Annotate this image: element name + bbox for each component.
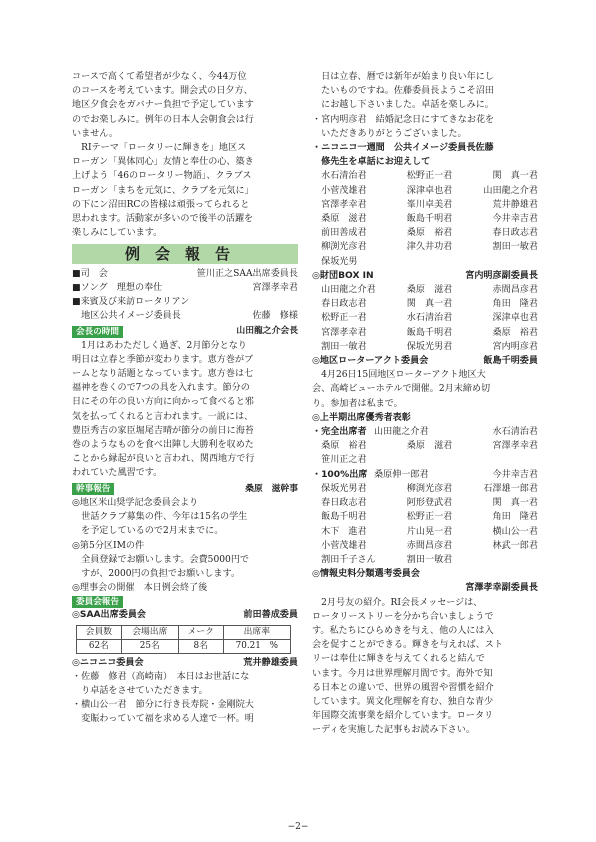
name-cell: 桑原 滋君 xyxy=(406,285,453,296)
name-cell: 柳渕光彦君 xyxy=(321,242,367,253)
report-item-head: ◎地区米山奨学記念委員会より xyxy=(72,497,199,508)
text-line: ・佐藤 修君（高崎南） 本日はお世話にな xyxy=(72,671,250,682)
perfect-names xyxy=(312,439,538,467)
text-line: RIテーマ「ロータリーに輝きを」地区ス xyxy=(81,143,247,154)
name-cell: 飯島千明君 xyxy=(406,327,453,338)
committee-tag: 委員会報告 xyxy=(72,596,123,608)
table-header-row xyxy=(77,625,291,639)
table-header-cell: 会場出席 xyxy=(121,625,178,639)
name-cell: 石澤雄一郎君 xyxy=(483,483,538,494)
text-line: われていた風習です。 xyxy=(72,468,163,479)
saa-name: 前田善成委員 xyxy=(243,610,298,621)
name-cell: 宮澤孝幸君 xyxy=(492,441,538,452)
name-cell: 峯川卓美君 xyxy=(406,199,453,210)
perfect-attendance xyxy=(312,425,538,439)
text-line: ーディを実施した記事もお読み下さい。 xyxy=(312,725,475,736)
text-line: ・横山公一君 節分に行き長寿院・金剛院大 xyxy=(72,700,254,711)
niko-week-header xyxy=(312,141,538,169)
text-line: ことから縁起が良いと言われ、関西地方で行 xyxy=(72,454,255,465)
text-line: 年国際交流事業を紹介しています。ロータリ xyxy=(312,711,494,722)
name-cell: 関 真一君 xyxy=(492,171,538,182)
info-committee-title: ◎情報史料分類選考委員会 xyxy=(312,569,420,580)
text-line: すが、2000円の負担でお願いします。 xyxy=(81,568,240,579)
text-line: のでお楽しみに。例年の日本人会朝食会は行 xyxy=(72,114,254,125)
niko-week-names xyxy=(312,169,538,268)
meta-row xyxy=(72,295,298,309)
text-line: す。私たちにひらめきを与え、他の人には入 xyxy=(312,625,494,636)
hundred-names xyxy=(312,482,538,567)
name-cell: 小菅茂雄君 xyxy=(321,185,367,196)
name-cell xyxy=(393,453,465,467)
info-committee-name: 宮澤孝幸副委員長 xyxy=(465,583,538,594)
table-cell: 70.21 % xyxy=(223,639,290,653)
name-cell: 桑原 裕君 xyxy=(406,228,453,239)
niko-continued xyxy=(312,70,538,141)
name-cell: 割田一敏君 xyxy=(321,341,367,352)
name-cell: 角田 隆君 xyxy=(492,299,538,310)
saa-title: ◎SAA出席委員会 xyxy=(72,610,147,621)
text-line: 世話クラブ募集の件、今年は15名の学生 xyxy=(81,512,248,523)
committee-section-header xyxy=(72,596,298,608)
text-line: 楽しみにしています。 xyxy=(72,228,163,239)
text-line: 気を払ってくれると言われます。一説には、 xyxy=(72,411,254,422)
text-line: リーは奉仕に輝きを与えてくれると結んで xyxy=(312,654,485,665)
president-message xyxy=(72,339,298,481)
meeting-meta xyxy=(72,267,298,324)
theme-paragraph xyxy=(72,141,298,240)
meta-label: ■司 会 xyxy=(72,268,108,279)
info-text xyxy=(312,596,538,738)
name-cell: 赤間昌彦君 xyxy=(406,540,453,551)
box-title: ◎財団BOX IN xyxy=(312,270,374,281)
text-line: います。今月は世界理解月間です。海外で知 xyxy=(312,668,493,679)
table-header-cell: 出席率 xyxy=(223,625,290,639)
table-header-cell: メーク xyxy=(178,625,223,639)
president-tag: 会長の時間 xyxy=(72,326,123,338)
text-line: 全員登録でお願いします。会費5000円で xyxy=(81,554,250,565)
text-line: ローガン「異体同心」友情と奉仕の心、築き xyxy=(72,157,254,168)
name-cell: 割田一敏君 xyxy=(492,242,538,253)
name-cell: 横山公一君 xyxy=(492,526,538,537)
niko-title: ◎ニコニコ委員会 xyxy=(72,657,144,668)
text-line: 日にその年の良い方向に向かって食べると邪 xyxy=(72,397,254,408)
president-name: 山田龍之介会長 xyxy=(236,326,298,337)
table-cell: 8名 xyxy=(178,639,223,653)
meeting-report-banner: 例会報告 xyxy=(72,244,298,263)
text-line: 4月26日15回地区ローターアクト地区大 xyxy=(321,370,486,381)
text-line: 日は立春、暦では新年が始まり良い年にし xyxy=(321,72,494,82)
meta-row xyxy=(72,281,298,295)
name-cell: 水石清治君 xyxy=(492,427,538,438)
box-name: 宮内明彦副委員長 xyxy=(465,270,538,281)
name-cell: 桑原 裕君 xyxy=(321,441,367,452)
meta-value: 笹川正之SAA出席委員長 xyxy=(196,268,298,279)
name-cell: 角田 隆君 xyxy=(492,512,538,523)
name-cell: 深津卓也君 xyxy=(492,313,538,324)
text-line: たいものですね。佐藤委員長ようこそ沼田 xyxy=(321,86,494,97)
text-line: 巻のようなものを食べ出陣し大勝利を収めた xyxy=(72,440,254,451)
table-header-cell: 会員数 xyxy=(77,625,122,639)
name-cell: 桑原 滋君 xyxy=(321,214,367,225)
text-line: を予定しているので2月末までに。 xyxy=(81,526,224,537)
text-line: 豊臣秀吉の家臣堀尾吉晴が節分の前日に海苔 xyxy=(72,425,254,436)
text-line: のコースを考えています。開会式の日夕方、 xyxy=(72,86,253,97)
name-cell: 津久井功君 xyxy=(406,242,453,253)
name-cell: 割田一敏君 xyxy=(406,554,453,565)
page-number: −2− xyxy=(287,822,309,832)
text-line: 上げよう「46のロータリー物語」、クラブス xyxy=(72,171,252,182)
name-cell: 片山晃一君 xyxy=(406,526,453,537)
name-cell: 宮澤孝幸君 xyxy=(321,199,367,210)
text-line: にお越し下さいました。卓話を楽しみに。 xyxy=(321,100,494,111)
name-cell: 前田善成君 xyxy=(321,228,367,239)
text-line: 1月はあわただしく過ぎ、2月節分となり xyxy=(81,340,247,351)
name-cell: 保坂光男君 xyxy=(406,341,453,352)
meta-label: 地区公共イメージ委員長 xyxy=(72,311,181,322)
meta-value: 佐藤 修様 xyxy=(252,311,298,322)
text-line: 2月号友の紹介。RI会長メッセージは、 xyxy=(321,597,483,608)
text-line: コースで高くて希望者が少なく、今44万位 xyxy=(72,72,247,82)
name-cell: 宮内明彦君 xyxy=(492,341,538,352)
name-cell: 荒井静雄君 xyxy=(492,199,538,210)
niko-week-title: ・ニコニコ一週間 公共イメージ委員長佐藤 xyxy=(312,143,494,154)
name-cell: 小菅茂雄君 xyxy=(321,540,367,551)
text-line: ロータリーストリーを分かち合いましょうで xyxy=(312,611,494,622)
text-line: いただきありがとうございました。 xyxy=(312,128,467,139)
name-cell: 木下 進君 xyxy=(321,526,367,537)
name-cell: 阿形登武君 xyxy=(406,498,453,509)
text-line: り卓話をさせていただきます。 xyxy=(72,685,208,696)
rotaract-name: 飯島千明委員 xyxy=(483,356,538,367)
secretary-name: 桑原 滋幹事 xyxy=(245,483,298,494)
name-cell: 割田千子さん xyxy=(321,554,376,565)
name-cell: 柳渕光彦君 xyxy=(406,483,453,494)
right-column xyxy=(312,70,538,738)
rotaract-text xyxy=(312,368,538,411)
name-cell: 春日政志君 xyxy=(321,498,367,509)
president-section-header xyxy=(72,324,298,338)
left-column xyxy=(72,70,298,727)
text-line: 地区夕食会をガバナー負担で予定しています xyxy=(72,100,254,111)
box-header xyxy=(312,269,538,283)
hundred-label: ・100%出席 xyxy=(312,469,368,480)
name-cell: 水石清治君 xyxy=(406,313,453,324)
name-cell: 松野正一君 xyxy=(406,512,453,523)
text-line: いません。 xyxy=(72,128,119,139)
text-line: ームとなり話題となっています。恵方巻は七 xyxy=(72,369,254,380)
name-cell: 関 真一君 xyxy=(492,498,538,509)
secretary-report xyxy=(72,496,298,595)
meta-label: ■ソング 理想の奉仕 xyxy=(72,282,163,293)
name-cell: 桑原 滋君 xyxy=(406,441,453,452)
box-names xyxy=(312,283,538,354)
name-cell: 山田龍之介君 xyxy=(321,285,376,296)
text-line: 変賑わっていて福を求める人達で一杯。明 xyxy=(72,714,254,725)
name-cell: 深津卓也君 xyxy=(406,185,453,196)
secretary-section-header xyxy=(72,482,298,496)
text-line: 明日は立春と季節が変わります。恵方巻がブ xyxy=(72,354,254,365)
name-cell: 水石清治君 xyxy=(321,171,367,182)
text-line: 福神を巻くので7つの具を入れます。節分の xyxy=(72,383,250,394)
name-cell: 笹川正之君 xyxy=(321,455,367,466)
meta-label: ■来賓及び来訪ロータリアン xyxy=(72,297,190,308)
text-line: 思われます。活動家が多いので後半の活躍を xyxy=(72,214,254,225)
name-cell: 宮澤孝幸君 xyxy=(321,327,367,338)
name-cell: 飯島千明君 xyxy=(321,512,367,523)
report-item-head: ◎理事会の開催 本日例会終了後 xyxy=(72,583,208,594)
table-row xyxy=(77,639,291,653)
name-cell: 春日政志君 xyxy=(321,299,367,310)
name-cell: 山田龍之介君 xyxy=(374,427,429,438)
text-line: る日本との違いで、世界の風習や習慣を紹介 xyxy=(312,682,494,693)
name-cell: 今井幸吉君 xyxy=(492,214,538,225)
saa-header xyxy=(72,608,298,622)
table-cell: 62名 xyxy=(77,639,122,653)
text-line: しています。異文化理解を育む、独自な青少 xyxy=(312,696,494,707)
rotaract-header xyxy=(312,354,538,368)
name-cell: 赤間昌彦君 xyxy=(492,285,538,296)
meta-row xyxy=(72,309,298,323)
name-cell: 飯島千明君 xyxy=(406,214,453,225)
name-cell: 桑原 裕君 xyxy=(492,327,538,338)
name-cell xyxy=(393,255,465,269)
text-line: り。参加者は私まで。 xyxy=(312,398,403,409)
niko-messages xyxy=(72,670,298,727)
text-line: の下にン沼田RCの皆様は頑張ってられると xyxy=(72,199,250,210)
name-cell: 桑原伸一郎君 xyxy=(374,469,429,480)
meta-value: 宮澤孝幸君 xyxy=(252,282,298,293)
niko-header xyxy=(72,656,298,670)
meta-row xyxy=(72,267,298,281)
name-cell: 山田龍之介君 xyxy=(483,185,538,196)
text-line: ローガン「まちを元気に、クラブを元気に」 xyxy=(72,185,254,196)
report-item-head: ◎第5分区IMの件 xyxy=(72,540,145,551)
text-line: ・宮内明彦君 結婚記念日にすてきなお花を xyxy=(312,114,495,125)
name-cell xyxy=(466,255,538,269)
name-cell: 保坂光男 xyxy=(321,256,358,267)
attendance-award-title: ◎上半期出席優秀者表彰 xyxy=(312,412,411,423)
name-cell: 松野正一君 xyxy=(321,313,367,324)
intro-paragraph xyxy=(72,70,298,141)
text-line: 会を促すことができる。輝きを与えれば、スト xyxy=(312,640,503,651)
perfect-label: ・完全出席者 xyxy=(312,427,367,438)
rotaract-title: ◎地区ローターアクト委員会 xyxy=(312,356,429,367)
name-cell: 今井幸吉君 xyxy=(492,469,538,480)
niko-week-subtitle: 修先生を卓話にお迎えして xyxy=(321,157,431,168)
table-cell: 25名 xyxy=(121,639,178,653)
niko-name: 荒井静雄委員 xyxy=(243,657,298,668)
name-cell: 関 真一君 xyxy=(406,299,453,310)
name-cell: 林武一郎君 xyxy=(492,540,538,551)
name-cell xyxy=(466,553,538,567)
name-cell: 春日政志君 xyxy=(492,228,538,239)
name-cell: 保坂光男君 xyxy=(321,483,367,494)
attendance-table xyxy=(76,625,291,654)
text-line: 会、高崎ビューホテルで開催。2月末締め切 xyxy=(312,384,491,395)
name-cell: 松野正一君 xyxy=(406,171,453,182)
name-cell xyxy=(466,453,538,467)
hundred-attendance xyxy=(312,468,538,482)
secretary-tag: 幹事報告 xyxy=(72,483,114,495)
